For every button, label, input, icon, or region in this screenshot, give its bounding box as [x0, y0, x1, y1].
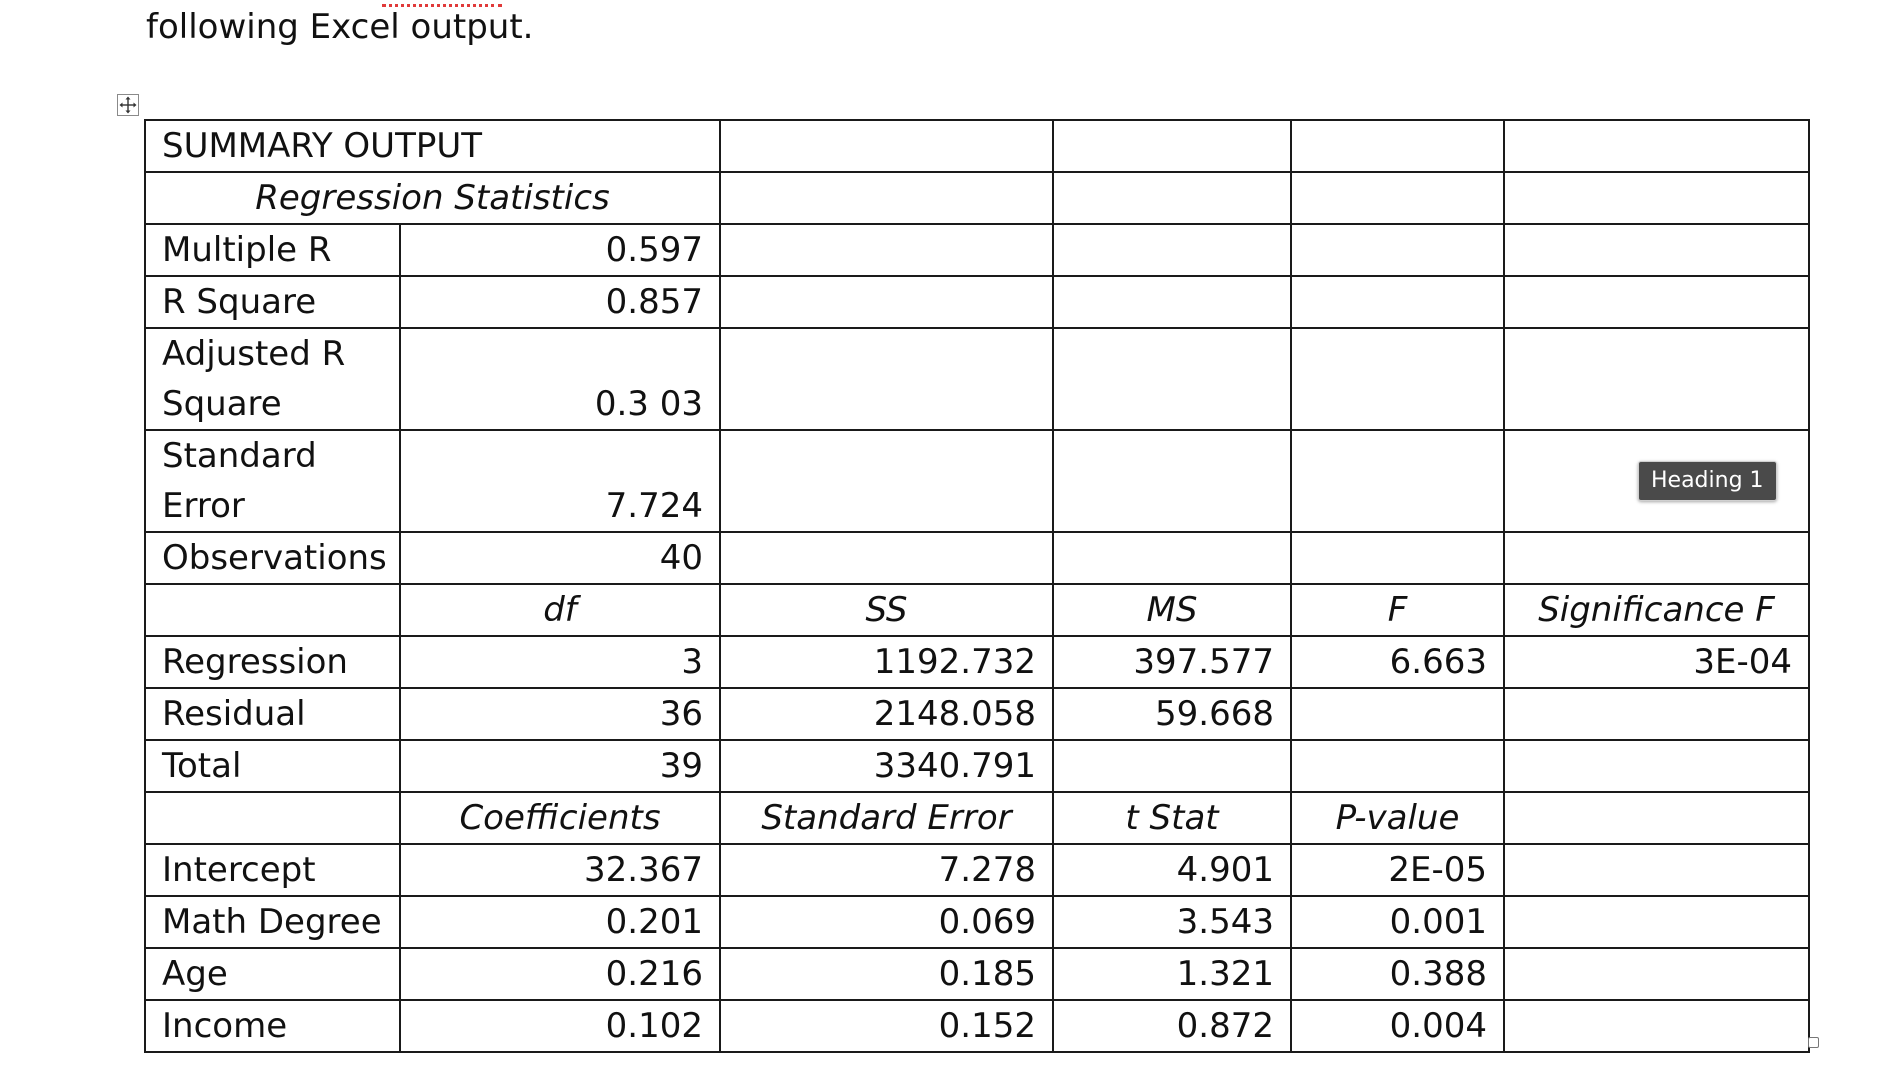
coef-row-label: Math Degree: [145, 896, 400, 948]
table-row: [145, 172, 1809, 224]
anova-significance-f: [1504, 688, 1809, 740]
table-row: [145, 1000, 1809, 1052]
table-cell: [1291, 120, 1504, 172]
stat-value: 7.724: [400, 430, 720, 532]
table-resize-icon[interactable]: [1808, 1037, 1819, 1048]
table-cell: [720, 172, 1053, 224]
table-cell: [720, 120, 1053, 172]
coef-standard-error: 0.185: [720, 948, 1053, 1000]
stat-label: R Square: [145, 276, 400, 328]
stat-label: Adjusted R Square: [145, 328, 400, 430]
table-cell: [1053, 120, 1291, 172]
coef-header-p-value: P-value: [1291, 792, 1504, 844]
anova-df: 39: [400, 740, 720, 792]
anova-df: 3: [400, 636, 720, 688]
table-cell: [1291, 172, 1504, 224]
coef-row-label: Income: [145, 1000, 400, 1052]
stat-label: Multiple R: [145, 224, 400, 276]
coef-row-label: Intercept: [145, 844, 400, 896]
coef-t-stat: 0.872: [1053, 1000, 1291, 1052]
table-row: [145, 430, 1809, 532]
anova-f: [1291, 688, 1504, 740]
coef-standard-error: 7.278: [720, 844, 1053, 896]
table-row: [145, 276, 1809, 328]
coef-value: 0.216: [400, 948, 720, 1000]
stat-label: Observations: [145, 532, 400, 584]
coef-standard-error: 0.069: [720, 896, 1053, 948]
coef-p-value: 0.001: [1291, 896, 1504, 948]
coef-t-stat: 3.543: [1053, 896, 1291, 948]
anova-ms: [1053, 740, 1291, 792]
table-row: [145, 948, 1809, 1000]
anova-header-significance-f: Significance F: [1504, 584, 1809, 636]
spellcheck-underline: [382, 0, 502, 7]
regression-statistics-header: Regression Statistics: [145, 172, 720, 224]
table-row: [145, 328, 1809, 430]
intro-text: following Excel output.: [146, 7, 534, 47]
anova-header-ss: SS: [720, 584, 1053, 636]
stat-label: Standard Error: [145, 430, 400, 532]
anova-header-df: df: [400, 584, 720, 636]
anova-row-label: Total: [145, 740, 400, 792]
table-row: [145, 120, 1809, 172]
table-cell: [1053, 172, 1291, 224]
anova-ms: 59.668: [1053, 688, 1291, 740]
anova-row-label: Regression: [145, 636, 400, 688]
anova-significance-f: [1504, 740, 1809, 792]
coef-t-stat: 4.901: [1053, 844, 1291, 896]
anova-ss: 3340.791: [720, 740, 1053, 792]
coef-value: 0.102: [400, 1000, 720, 1052]
table-cell: [1504, 172, 1809, 224]
table-row: [145, 688, 1809, 740]
coef-header-standard-error: Standard Error: [720, 792, 1053, 844]
anova-header-f: F: [1291, 584, 1504, 636]
summary-title: SUMMARY OUTPUT: [145, 120, 720, 172]
table-row: [145, 224, 1809, 276]
coef-p-value: 0.004: [1291, 1000, 1504, 1052]
table-row: [145, 844, 1809, 896]
coef-value: 0.201: [400, 896, 720, 948]
table-row: [145, 532, 1809, 584]
anova-f: 6.663: [1291, 636, 1504, 688]
anova-significance-f: 3E-04: [1504, 636, 1809, 688]
coef-t-stat: 1.321: [1053, 948, 1291, 1000]
coef-p-value: 0.388: [1291, 948, 1504, 1000]
coef-standard-error: 0.152: [720, 1000, 1053, 1052]
anova-ss: 2148.058: [720, 688, 1053, 740]
table-row: [145, 896, 1809, 948]
stat-value: 0.597: [400, 224, 720, 276]
anova-df: 36: [400, 688, 720, 740]
coef-header-t-stat: t Stat: [1053, 792, 1291, 844]
stat-value: 40: [400, 532, 720, 584]
table-row: [145, 584, 1809, 636]
coef-header-coefficients: Coefficients: [400, 792, 720, 844]
table-cell: [1504, 120, 1809, 172]
anova-f: [1291, 740, 1504, 792]
heading-style-tooltip: Heading 1: [1638, 461, 1777, 501]
table-row: [145, 636, 1809, 688]
anova-ms: 397.577: [1053, 636, 1291, 688]
coef-value: 32.367: [400, 844, 720, 896]
anova-row-label: Residual: [145, 688, 400, 740]
table-row: [145, 792, 1809, 844]
regression-summary-table: [144, 119, 1810, 1053]
stat-value: 0.857: [400, 276, 720, 328]
anova-ss: 1192.732: [720, 636, 1053, 688]
table-move-icon[interactable]: [117, 94, 139, 116]
stat-value: 0.3 03: [400, 328, 720, 430]
table-row: [145, 740, 1809, 792]
coef-row-label: Age: [145, 948, 400, 1000]
coef-p-value: 2E-05: [1291, 844, 1504, 896]
anova-header-ms: MS: [1053, 584, 1291, 636]
